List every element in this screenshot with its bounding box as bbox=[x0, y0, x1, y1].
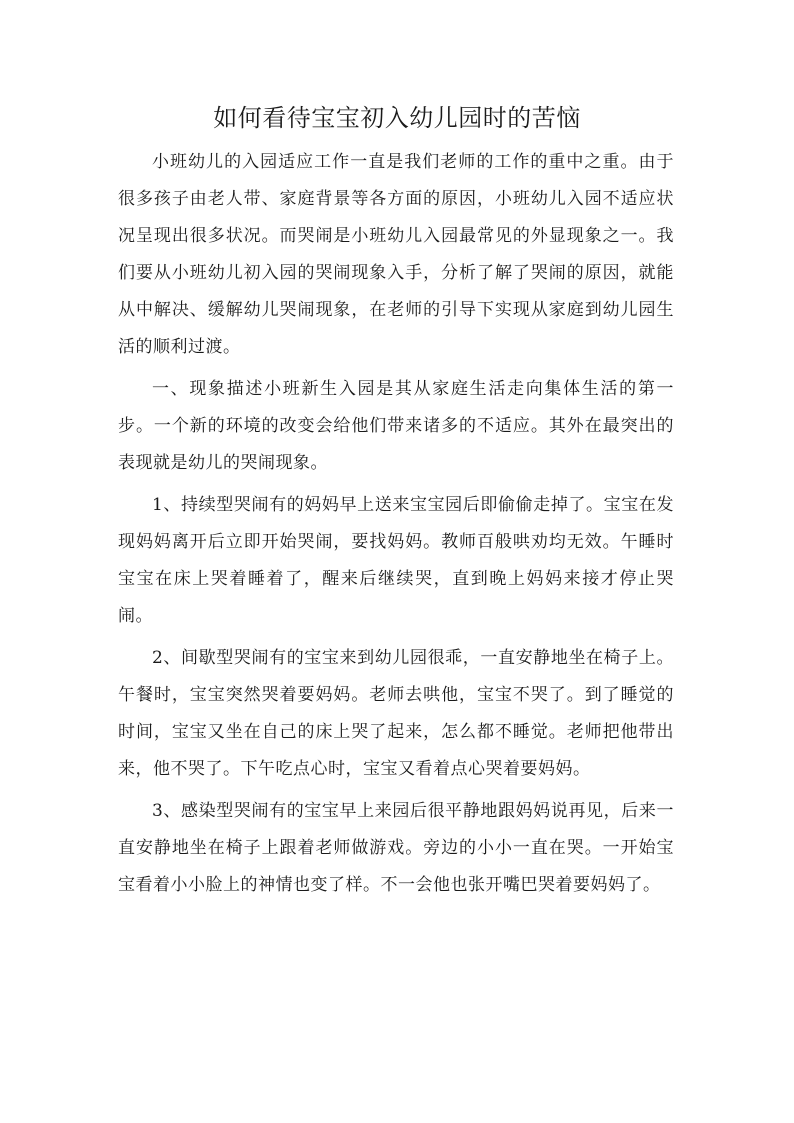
paragraph-continuous-crying: 1、持续型哭闹有的妈妈早上送来宝宝园后即偷偷走掉了。宝宝在发现妈妈离开后立即开始哭闹，要找妈妈。教师百般哄劝均无效。午睡时宝宝在床上哭着睡着了，醒来后继续哭，直到晚上妈妈来接才停止哭闹。 bbox=[118, 495, 674, 626]
paragraph-contagious-crying: 3、感染型哭闹有的宝宝早上来园后很平静地跟妈妈说再见，后来一直安静地坐在椅子上跟着老师做游戏。旁边的小小一直在哭。一开始宝宝看着小小脸上的神情也变了样。不一会他也张开嘴巴哭着要妈妈了。 bbox=[118, 801, 674, 895]
paragraph-intermittent-crying: 2、间歇型哭闹有的宝宝来到幼儿园很乖，一直安静地坐在椅子上。午餐时，宝宝突然哭着要妈妈。老师去哄他，宝宝不哭了。到了睡觉的时间，宝宝又坐在自己的床上哭了起来，怎么都不睡觉。老师把他带出来，他不哭了。下午吃点心时，宝宝又看着点心哭着要妈妈。 bbox=[118, 648, 674, 779]
document-body bbox=[118, 144, 674, 909]
document-title: 如何看待宝宝初入幼儿园时的苦恼 bbox=[213, 104, 581, 132]
paragraph-intro: 小班幼儿的入园适应工作一直是我们老师的工作的重中之重。由于很多孩子由老人带、家庭背景等各方面的原因，小班幼儿入园不适应状况呈现出很多状况。而哭闹是小班幼儿入园最常见的外显现象之一。我们要从小班幼儿初入园的哭闹现象入手，分析了解了哭闹的原因，就能从中解决、缓解幼儿哭闹现象，在老师的引导下实现从家庭到幼儿园生活的顺利过渡。 bbox=[118, 152, 674, 357]
paragraph-section-one: 一、现象描述小班新生入园是其从家庭生活走向集体生活的第一步。一个新的环境的改变会给他们带来诸多的不适应。其外在最突出的表现就是幼儿的哭闹现象。 bbox=[118, 379, 674, 473]
